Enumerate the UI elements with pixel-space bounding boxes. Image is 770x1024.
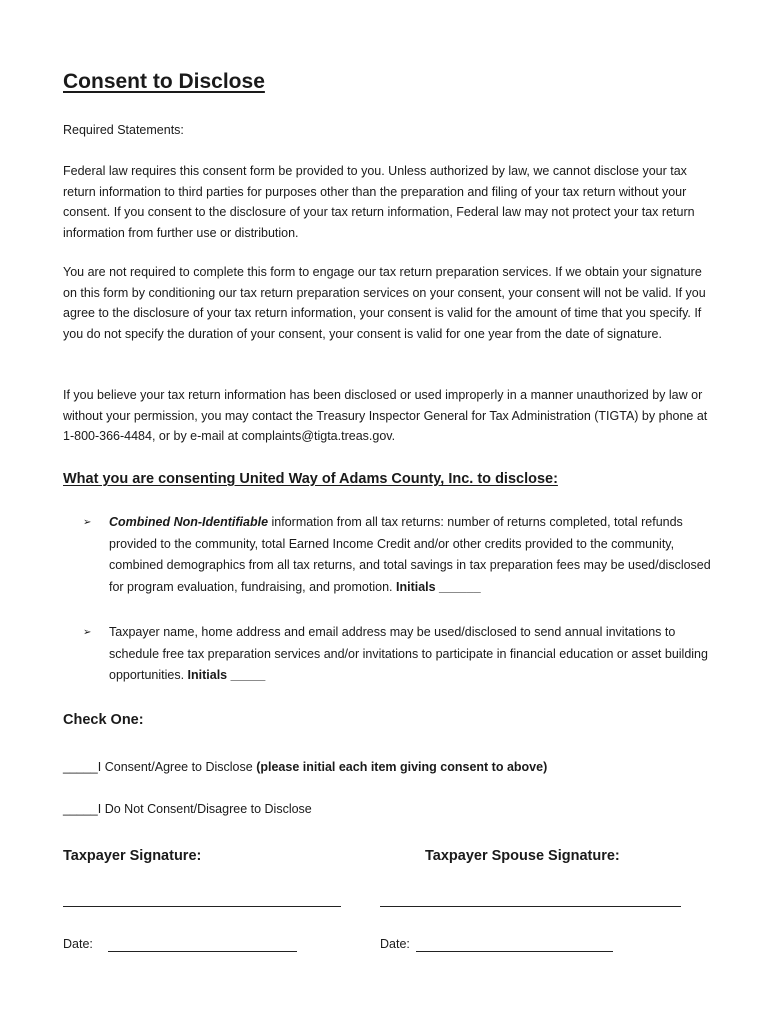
arrow-bullet-icon: ➢ [83,517,92,528]
spouse-signature-label: Taxpayer Spouse Signature: [425,848,620,864]
page-title: Consent to Disclose [63,70,265,93]
spouse-signature-line[interactable] [380,906,681,907]
arrow-bullet-icon: ➢ [83,627,92,638]
bullet-body: Taxpayer name, home address and email address may be used/disclosed to send annual invitations to schedule free tax preparation services and/or invitations to participate in financial education or asset building opportunities. [109,625,708,682]
taxpayer-signature-line[interactable] [63,906,341,907]
required-statements-label: Required Statements: [63,123,184,137]
taxpayer-date-line[interactable] [108,951,297,952]
consent-agree-blank[interactable]: _____ [63,760,98,774]
bullet-combined-data [109,512,713,598]
paragraph-not-required: You are not required to complete this form to engage our tax return preparation services. If we obtain your signature on this form by conditioning our tax return preparation services on your consent, your consent will not be valid. If you agree to the disclosure of your tax return information, your consent is valid for the amount of time that you specify. If you do not specify the duration of your consent, your consent is valid for one year from the date of signature. [63,265,706,342]
check-one-heading: Check One: [63,712,144,728]
spouse-date-line[interactable] [416,951,613,952]
bullet-emphasis: Combined Non-Identifiable [109,515,269,529]
consent-option-disagree [63,800,312,818]
bullet-body: information from all tax returns: number of returns completed, total refunds provided to the community, total Earned Income Credit and/or other credits provided to the community, combined demographics from all tax returns, and total savings in tax preparation fees may be used/disclosed for program evaluation, fundraising, and promotion. [109,515,711,594]
consent-disagree-blank[interactable]: _____ [63,802,98,816]
consent-disagree-label: I Do Not Consent/Disagree to Disclose [97,802,312,816]
consent-option-agree [63,758,547,776]
paragraph-federal-law: Federal law requires this consent form be provided to you. Unless authorized by law, we cannot disclose your tax return information to third parties for purposes other than the preparation and filing of your tax return without your consent. If you consent to the disclosure of your tax return information, Federal law may not protect your tax return information from further use or distribution. [63,164,695,241]
consent-agree-note: (please initial each item giving consent to above) [256,760,548,774]
paragraph-tigta-contact: If you believe your tax return information has been disclosed or used improperly in a manner unauthorized by law or without your permission, you may contact the Treasury Inspector General for Tax Administration (TIGTA) by phone at 1-800-366-4484, or by e-mail at complaints@tigta.treas.gov. [63,388,708,444]
spouse-date-label: Date: [380,937,410,951]
initials-field[interactable]: Initials ______ [395,579,481,594]
taxpayer-signature-label: Taxpayer Signature: [63,848,202,864]
consent-section-heading: What you are consenting United Way of Adams County, Inc. to disclose: [63,471,558,487]
bullet-contact-info [109,622,713,687]
initials-field[interactable]: Initials _____ [187,668,266,682]
taxpayer-date-label: Date: [63,937,93,951]
consent-agree-label: I Consent/Agree to Disclose [97,760,257,774]
